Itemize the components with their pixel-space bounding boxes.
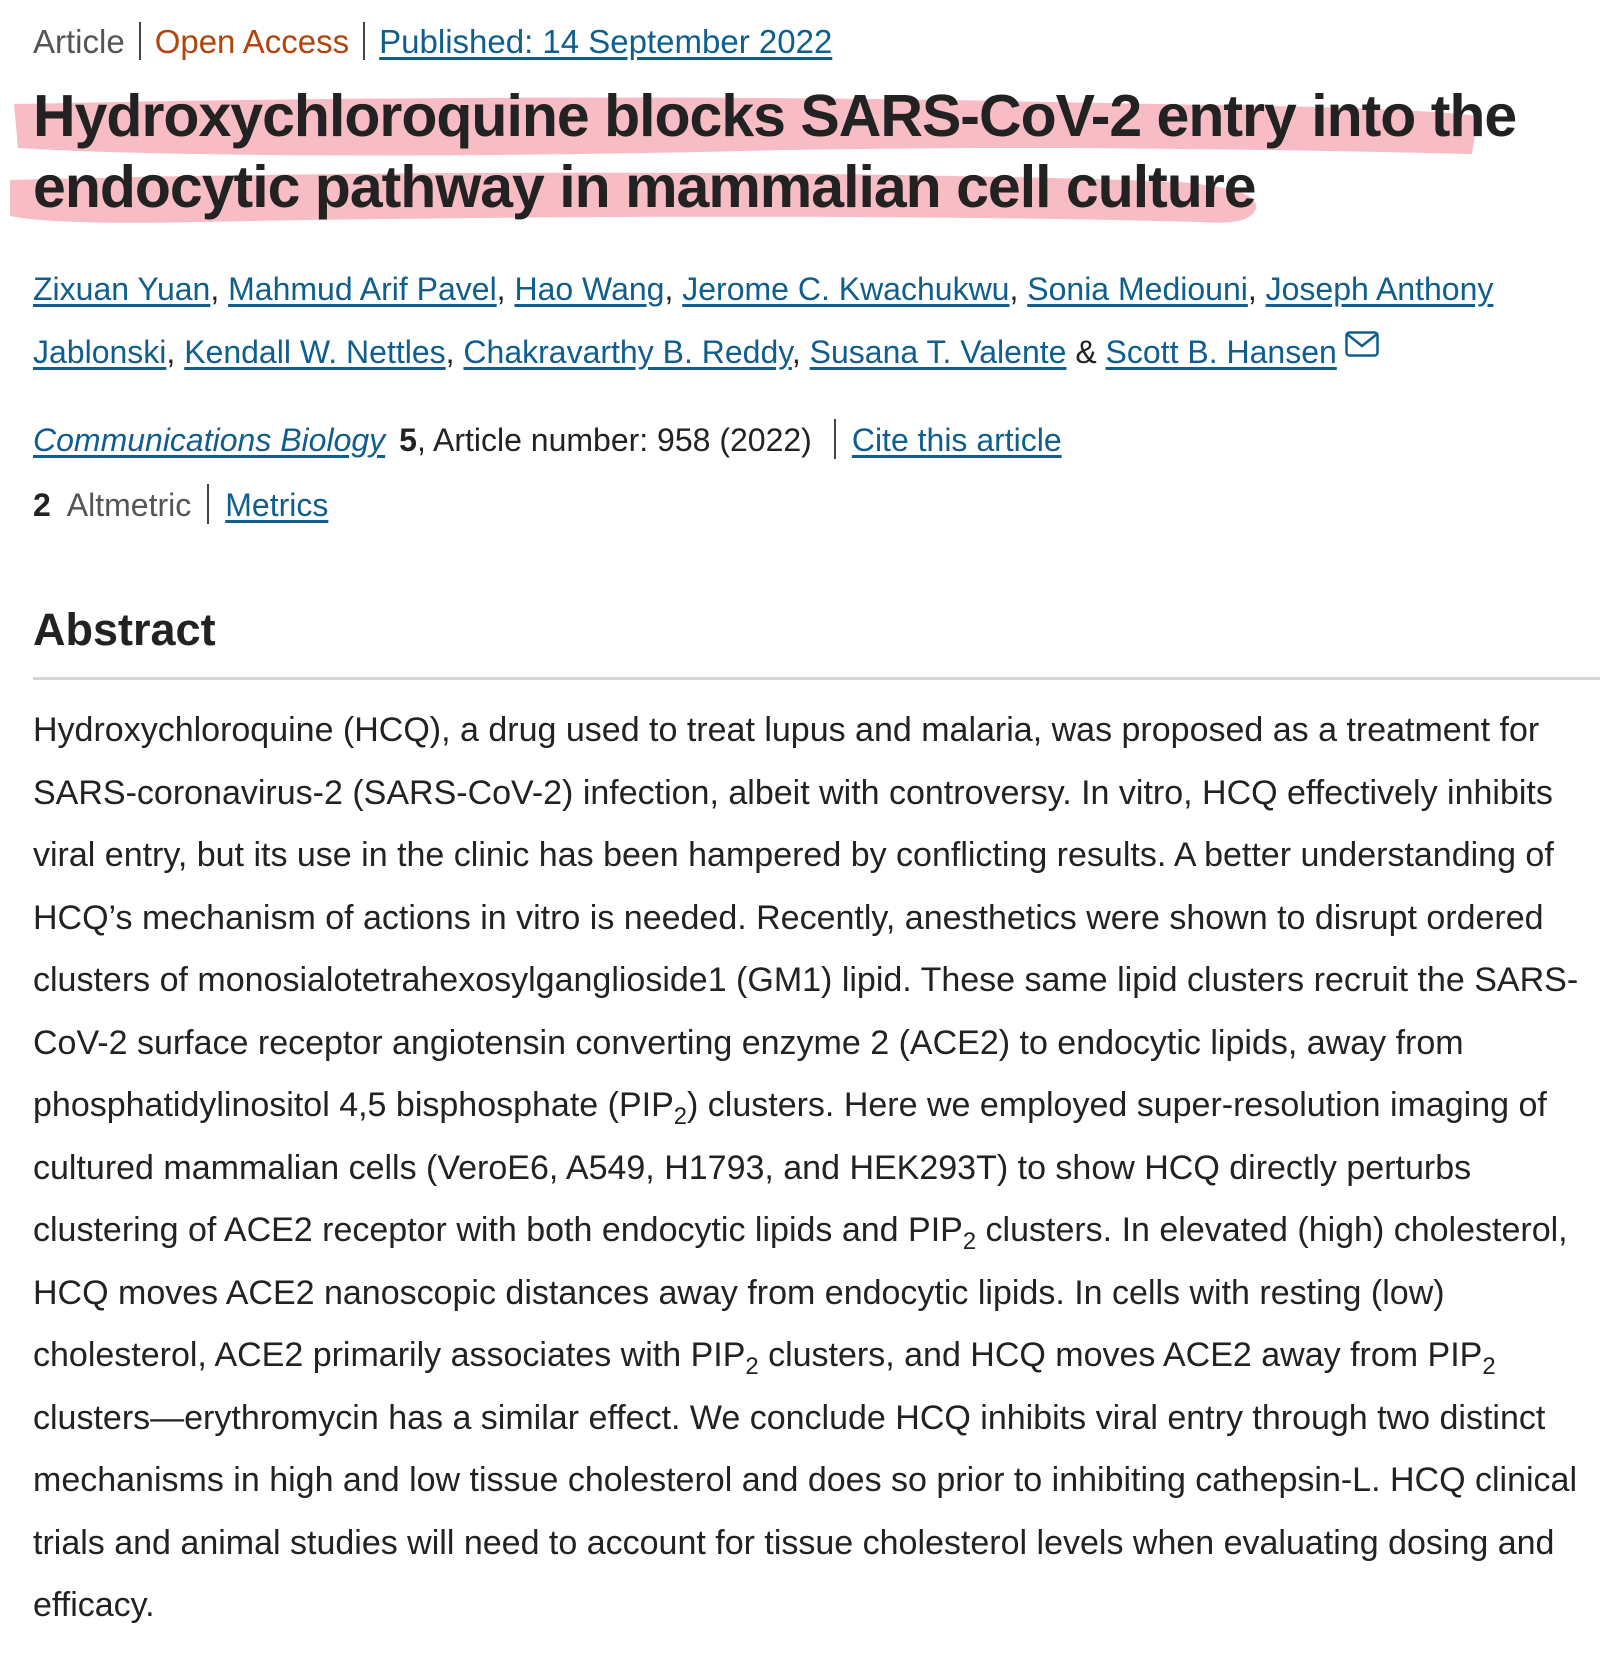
author-separator: , <box>445 334 464 370</box>
metrics-link[interactable]: Metrics <box>225 487 329 523</box>
metrics-bar <box>33 481 328 529</box>
title-line-2: endocytic pathway in mammalian cell culture <box>33 154 1256 220</box>
divider <box>363 22 365 60</box>
abstract-text <box>33 699 1603 1637</box>
author-separator: , <box>791 334 810 370</box>
author-separator: , <box>1009 271 1028 307</box>
altmetric-label: Altmetric <box>66 487 192 523</box>
author-separator: & <box>1066 334 1106 370</box>
title-line-1: Hydroxychloroquine blocks SARS-CoV-2 entry into the <box>33 83 1517 149</box>
author-link[interactable]: Zixuan Yuan <box>33 271 211 307</box>
author-link[interactable]: Joseph Anthony Jablonski <box>33 271 1494 370</box>
divider <box>207 484 209 524</box>
subscript: 2 <box>1482 1352 1496 1380</box>
divider <box>139 22 141 60</box>
article-type: Article <box>33 23 125 60</box>
author-separator: , <box>166 334 185 370</box>
journal-link[interactable]: Communications Biology <box>33 422 386 458</box>
author-separator: , <box>496 271 515 307</box>
author-separator: , <box>1247 271 1266 307</box>
divider <box>834 419 836 459</box>
author-link[interactable]: Mahmud Arif Pavel <box>228 271 497 307</box>
abstract-heading: Abstract <box>33 604 216 655</box>
author-separator: , <box>664 271 683 307</box>
abstract-segment: clusters. In elevated (high) cholesterol, HCQ moves ACE2 nanoscopic distances away from endocytic lipids. In cells with resting (low) cholesterol, ACE2 primarily associates with PIP <box>33 1211 1568 1374</box>
author-link[interactable]: Kendall W. Nettles <box>184 334 446 370</box>
abstract-segment: Hydroxychloroquine (HCQ), a drug used to treat lupus and malaria, was proposed as a treatment for SARS-coronavirus-2 (SARS-CoV-2) infection, albeit with controversy. In vitro, HCQ effectively inhibits viral entry, but its use in the clinic has been hampered by conflicting results. A better understanding of HCQ’s mechanism of actions in vitro is needed. Recently, anesthetics were shown to disrupt ordered clusters of monosialotetrahexosylganglioside1 (GM1) lipid. These same lipid clusters recruit the SARS-CoV-2 surface receptor angiotensin converting enzyme 2 (ACE2) to endocytic lipids, away from phosphatidylinositol 4,5 bisphosphate (PIP <box>33 711 1579 1124</box>
author-link[interactable]: Susana T. Valente <box>809 334 1067 370</box>
abstract-segment: clusters, and HCQ moves ACE2 away from PIP <box>758 1336 1483 1374</box>
journal-volume: 5 <box>399 422 417 458</box>
author-separator: , <box>210 271 229 307</box>
abstract-segment: ) clusters. Here we employed super-resolution imaging of cultured mammalian cells (VeroE6, A549, H1793, and HEK293T) to show HCQ directly perturbs clustering of ACE2 receptor with both endocytic lipids and PIP <box>33 1086 1547 1249</box>
published-date-link[interactable]: Published: 14 September 2022 <box>379 23 833 60</box>
title-block <box>0 76 1620 236</box>
cite-article-link[interactable]: Cite this article <box>851 422 1062 458</box>
article-number: , Article number: 958 (2022) <box>416 422 812 458</box>
altmetric-count: 2 <box>33 487 51 523</box>
author-link[interactable]: Scott B. Hansen <box>1105 334 1337 370</box>
article-meta <box>33 18 832 66</box>
open-access-badge: Open Access <box>154 23 350 60</box>
author-list <box>33 258 1593 384</box>
abstract-segment: clusters—erythromycin has a similar effect. We conclude HCQ inhibits viral entry through two distinct mechanisms in high and low tissue cholesterol and does so prior to inhibiting cathepsin-L. HCQ clinical trials and animal studies will need to account for tissue cholesterol levels when evaluating dosing and efficacy. <box>33 1398 1578 1624</box>
journal-info <box>33 415 1062 465</box>
subscript: 2 <box>962 1227 977 1255</box>
author-link[interactable]: Hao Wang <box>514 271 665 307</box>
author-link[interactable]: Chakravarthy B. Reddy <box>463 334 792 370</box>
author-link[interactable]: Jerome C. Kwachukwu <box>682 271 1010 307</box>
article-title <box>33 81 1573 223</box>
envelope-icon[interactable] <box>1345 331 1379 357</box>
author-link[interactable]: Sonia Mediouni <box>1027 271 1248 307</box>
subscript: 2 <box>745 1352 759 1380</box>
subscript: 2 <box>673 1102 688 1130</box>
section-rule <box>33 677 1600 680</box>
